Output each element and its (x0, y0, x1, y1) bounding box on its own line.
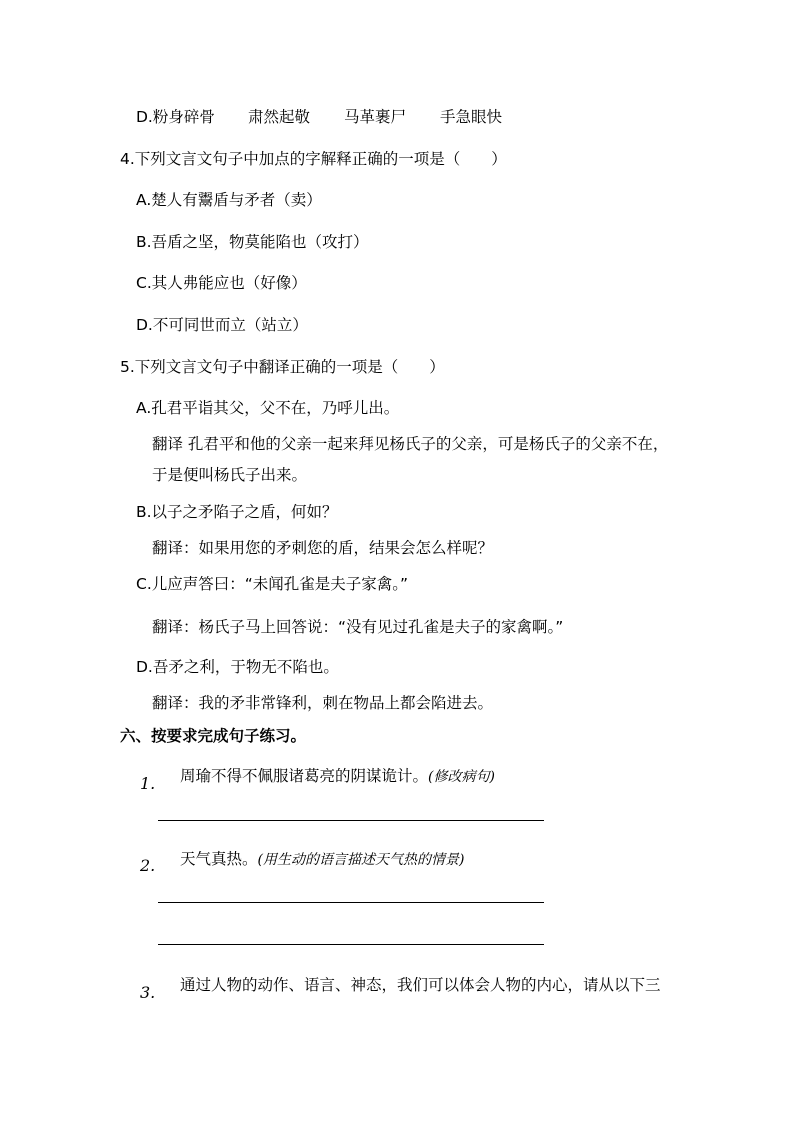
q3-option-d-word-1: 肃然起敬 (248, 108, 311, 126)
q5-option-a-translation-1: 翻译 孔君平和他的父亲一起来拜见杨氏子的父亲，可是杨氏子的父亲不在， (152, 435, 669, 453)
item-2-answer-line-1[interactable] (158, 902, 544, 903)
item-1-answer-line[interactable] (158, 820, 544, 821)
item-2-hint: (用生动的语言描述天气热的情景) (257, 852, 465, 868)
q4-stem: 4.下列文言文句子中加点的字解释正确的一项是（ ） (120, 150, 507, 168)
item-3-number: 3. (140, 983, 156, 1002)
q3-option-d-word-3: 手急眼快 (440, 108, 503, 126)
item-1-prompt (180, 766, 495, 787)
q5-option-d: D.吾矛之利，于物无不陷也。 (136, 658, 339, 676)
q3-option-d-label: D.粉身碎骨 (136, 108, 215, 126)
item-2-prompt (180, 849, 464, 870)
item-2-answer-line-2[interactable] (158, 944, 544, 945)
q5-option-b-translation: 翻译：如果用您的矛刺您的盾，结果会怎么样呢？ (152, 539, 494, 557)
section-6-heading: 六、按要求完成句子练习。 (120, 727, 307, 745)
item-1-text: 周瑜不得不佩服诸葛亮的阴谋诡计。 (180, 767, 429, 785)
item-1-hint: (修改病句) (428, 769, 495, 785)
q5-option-a: A.孔君平诣其父，父不在，乃呼儿出。 (136, 399, 400, 417)
q3-option-d-word-2: 马革裹尸 (344, 108, 407, 126)
item-2-text: 天气真热。 (180, 850, 258, 868)
item-3-text: 通过人物的动作、语言、神态，我们可以体会人物的内心，请从以下三 (180, 976, 661, 994)
q4-option-b: B.吾盾之坚，物莫能陷也（攻打） (136, 233, 369, 251)
q5-option-c-translation: 翻译：杨氏子马上回答说：“没有见过孔雀是夫子的家禽啊。” (152, 618, 564, 636)
q5-option-c: C.儿应声答曰：“未闻孔雀是夫子家禽。” (136, 575, 409, 593)
q5-option-b: B.以子之矛陷子之盾，何如？ (136, 503, 338, 521)
item-2-number: 2. (140, 856, 156, 875)
item-1-number: 1. (140, 774, 156, 793)
q4-option-c: C.其人弗能应也（好像） (136, 274, 307, 292)
q4-option-d: D.不可同世而立（站立） (136, 316, 308, 334)
q5-stem: 5.下列文言文句子中翻译正确的一项是（ ） (120, 358, 445, 376)
q4-option-a: A.楚人有鬻盾与矛者（卖） (136, 191, 322, 209)
q5-option-d-translation: 翻译：我的矛非常锋利，刺在物品上都会陷进去。 (152, 694, 494, 712)
q5-option-a-translation-2: 于是便叫杨氏子出来。 (152, 466, 308, 484)
